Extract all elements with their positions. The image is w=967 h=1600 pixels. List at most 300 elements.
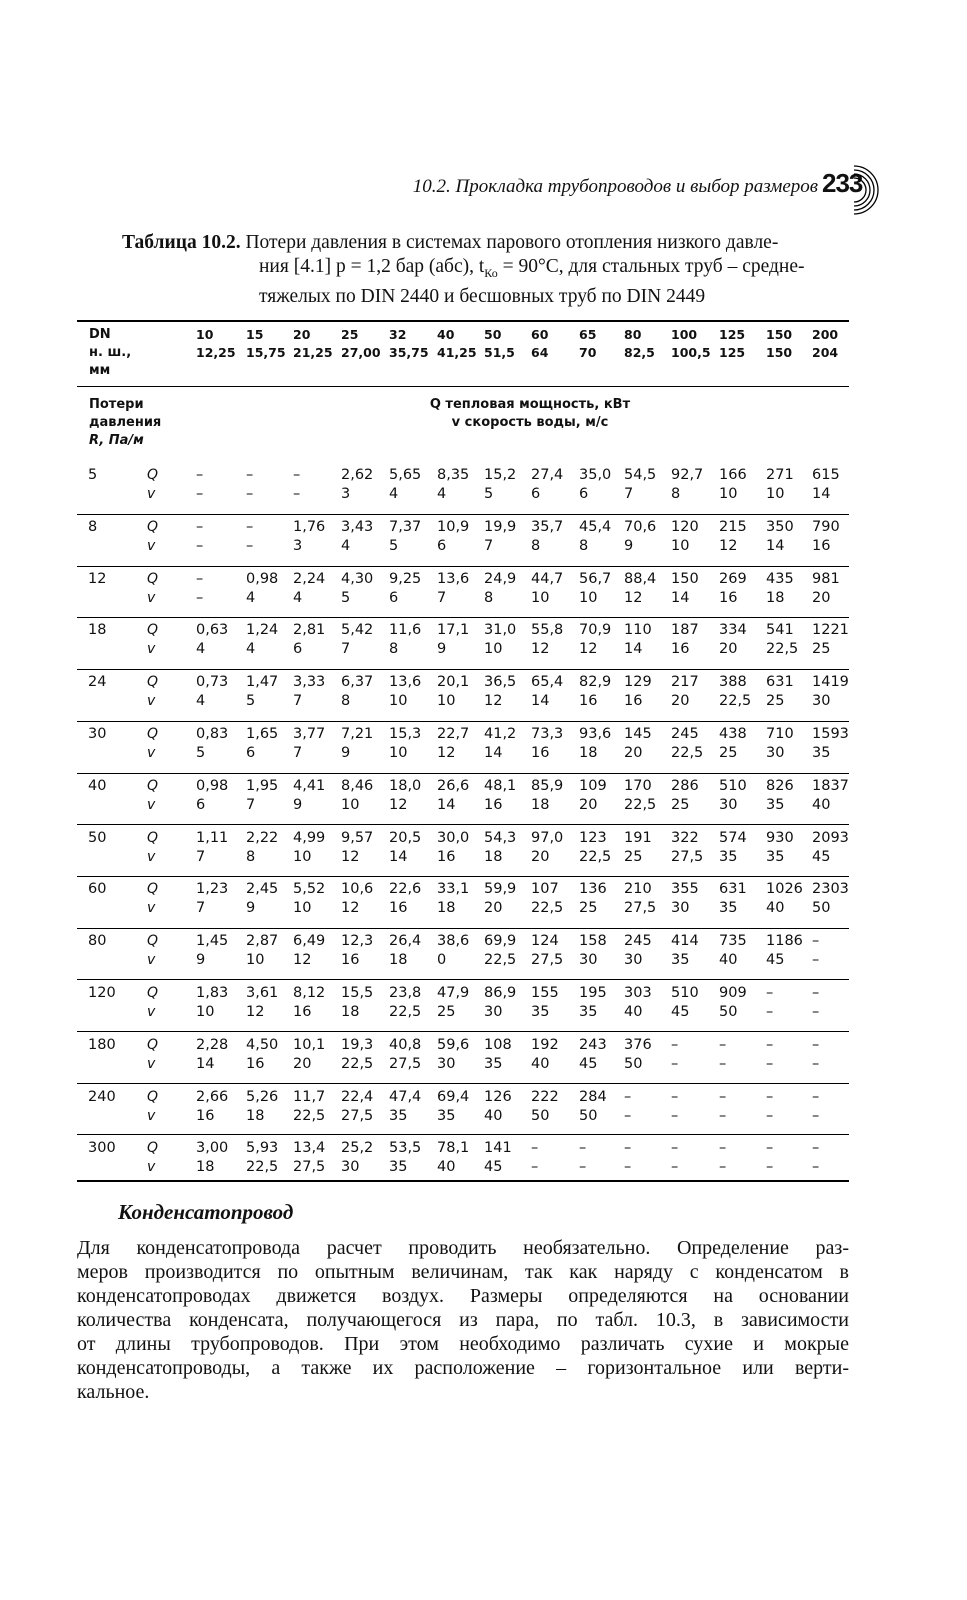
- water-velocity-cell: 20: [484, 900, 503, 917]
- dn-inner: 21,25: [293, 345, 333, 360]
- heat-output-cell: 13,6: [437, 570, 470, 587]
- dn-inner: 51,5: [484, 345, 515, 360]
- heat-output-cell: 271: [766, 467, 794, 483]
- water-velocity-cell: 18: [341, 1004, 360, 1020]
- heat-output-cell: –: [766, 1036, 774, 1053]
- heat-output-cell: 981: [812, 570, 840, 587]
- heat-output-cell: 70,9: [579, 622, 612, 639]
- pressure-loss-value: 40: [88, 777, 107, 794]
- water-velocity-cell: 12: [293, 952, 312, 969]
- pressure-loss-value: 8: [88, 518, 98, 535]
- heat-output-cell: 30,0: [437, 829, 470, 846]
- water-velocity-cell: 40: [437, 1159, 456, 1176]
- heat-output-cell: 217: [671, 674, 699, 691]
- heat-output-cell: 615: [812, 467, 840, 483]
- water-velocity-cell: 12: [389, 796, 408, 813]
- row-separator: [77, 1031, 849, 1032]
- table-caption-label: Таблица 10.2.: [122, 232, 241, 253]
- dn-inner: 150: [766, 345, 793, 360]
- heat-output-cell: 435: [766, 570, 794, 587]
- v-symbol: v: [147, 1107, 156, 1124]
- v-units-label: v скорость воды, м/с: [451, 415, 609, 430]
- heat-output-cell: 2,81: [293, 622, 326, 639]
- heat-output-cell: 1026: [766, 881, 803, 898]
- dn-column-header: [293, 326, 333, 362]
- heat-output-cell: 710: [766, 726, 794, 742]
- heat-output-cell: –: [766, 1140, 774, 1157]
- heat-output-cell: –: [671, 1140, 679, 1157]
- heat-output-cell: 145: [624, 726, 652, 742]
- water-velocity-cell: 3: [293, 537, 303, 554]
- heat-output-cell: 1,47: [246, 674, 279, 691]
- page-number: 233: [822, 168, 863, 198]
- table-row: [77, 830, 849, 882]
- v-symbol: v: [147, 641, 156, 658]
- water-velocity-cell: 35: [531, 1004, 550, 1020]
- water-velocity-cell: 10: [579, 589, 598, 606]
- dn-label-line: мм: [89, 363, 111, 378]
- water-velocity-cell: 50: [719, 1004, 738, 1020]
- heat-output-cell: 350: [766, 518, 794, 535]
- heat-output-cell: –: [196, 467, 204, 483]
- heat-output-cell: 4,41: [293, 777, 326, 794]
- pressure-loss-value: 12: [88, 570, 107, 587]
- heat-output-cell: 20,1: [437, 674, 470, 691]
- water-velocity-cell: 20: [812, 589, 831, 606]
- water-velocity-cell: 9: [293, 796, 303, 813]
- water-velocity-cell: 8: [341, 693, 351, 710]
- paragraph-line: меров производится по опытным величинам, так как наряду с конденсатом в: [77, 1261, 849, 1283]
- water-velocity-cell: 35: [812, 745, 831, 761]
- loss-label-line: давления: [89, 415, 162, 430]
- water-velocity-cell: 27,5: [389, 1055, 422, 1072]
- heat-output-cell: 65,4: [531, 674, 564, 691]
- heat-output-cell: –: [719, 1140, 727, 1157]
- water-velocity-cell: 30: [484, 1004, 503, 1020]
- heat-output-cell: 3,00: [196, 1140, 229, 1157]
- heat-output-cell: 1,65: [246, 726, 279, 742]
- heat-output-cell: 109: [579, 777, 607, 794]
- heat-output-cell: 110: [624, 622, 652, 639]
- heat-output-cell: 22,7: [437, 726, 470, 742]
- heat-output-cell: 215: [719, 518, 747, 535]
- water-velocity-cell: 16: [437, 848, 456, 865]
- heat-output-cell: 574: [719, 829, 747, 846]
- water-velocity-cell: 25: [579, 900, 598, 917]
- table-row: [77, 726, 849, 778]
- table-row: [77, 933, 849, 985]
- heat-output-cell: 510: [719, 777, 747, 794]
- dn-column-header: [766, 326, 806, 362]
- water-velocity-cell: 12: [719, 537, 738, 554]
- heat-output-cell: 2,28: [196, 1036, 229, 1053]
- heat-output-cell: 56,7: [579, 570, 612, 587]
- water-velocity-cell: –: [812, 952, 820, 969]
- water-velocity-cell: 30: [671, 900, 690, 917]
- water-velocity-cell: 22,5: [389, 1004, 422, 1020]
- water-velocity-cell: 14: [389, 848, 408, 865]
- water-velocity-cell: 12: [484, 693, 503, 710]
- water-velocity-cell: 18: [246, 1107, 265, 1124]
- heat-output-cell: 3,43: [341, 518, 374, 535]
- dn-nominal: 10: [196, 327, 214, 342]
- heat-output-cell: 187: [671, 622, 699, 639]
- q-symbol: Q: [147, 829, 159, 846]
- heat-output-cell: 33,1: [437, 881, 470, 898]
- v-symbol: v: [147, 1004, 156, 1020]
- water-velocity-cell: 7: [484, 537, 494, 554]
- heat-output-cell: 55,8: [531, 622, 564, 639]
- water-velocity-cell: 7: [196, 848, 206, 865]
- water-velocity-cell: 45: [579, 1055, 598, 1072]
- water-velocity-cell: 4: [389, 486, 399, 502]
- water-velocity-cell: 7: [341, 641, 351, 658]
- dn-inner: 41,25: [437, 345, 477, 360]
- water-velocity-cell: –: [719, 1055, 727, 1072]
- table-row: [77, 622, 849, 674]
- heat-output-cell: 4,50: [246, 1036, 279, 1053]
- heat-output-cell: 70,6: [624, 518, 657, 535]
- heat-output-cell: 126: [484, 1088, 512, 1105]
- water-velocity-cell: –: [766, 1107, 774, 1124]
- row-separator: [77, 928, 849, 929]
- water-velocity-cell: 10: [437, 693, 456, 710]
- dn-column-header: [579, 326, 619, 362]
- q-symbol: Q: [147, 1088, 159, 1105]
- q-symbol: Q: [147, 518, 159, 535]
- heat-output-cell: 73,3: [531, 726, 564, 742]
- water-velocity-cell: 6: [246, 745, 256, 761]
- heat-output-cell: 123: [579, 829, 607, 846]
- heat-output-cell: 0,98: [246, 570, 279, 587]
- heat-output-cell: –: [812, 933, 820, 950]
- heat-output-cell: 3,33: [293, 674, 326, 691]
- v-symbol: v: [147, 589, 156, 606]
- heat-output-cell: 2,62: [341, 467, 374, 483]
- water-velocity-cell: 4: [246, 641, 256, 658]
- table-caption-line-1: Потери давления в системах парового отопления низкого давле-: [245, 232, 779, 253]
- water-velocity-cell: 16: [246, 1055, 265, 1072]
- water-velocity-cell: 35: [766, 848, 785, 865]
- heat-output-cell: 2,24: [293, 570, 326, 587]
- heat-output-cell: 25,2: [341, 1140, 374, 1157]
- q-symbol: Q: [147, 933, 159, 950]
- water-velocity-cell: 6: [437, 537, 447, 554]
- dn-column-header: [484, 326, 524, 362]
- water-velocity-cell: 40: [812, 796, 831, 813]
- water-velocity-cell: –: [246, 537, 254, 554]
- water-velocity-cell: 7: [246, 796, 256, 813]
- water-velocity-cell: 18: [766, 589, 785, 606]
- heat-output-cell: 20,5: [389, 829, 422, 846]
- water-velocity-cell: 14: [196, 1055, 215, 1072]
- row-separator: [77, 1134, 849, 1135]
- heat-output-cell: 10,9: [437, 518, 470, 535]
- water-velocity-cell: 35: [389, 1159, 408, 1176]
- dn-column-header: [341, 326, 381, 362]
- heat-output-cell: –: [624, 1088, 632, 1105]
- heat-output-cell: –: [671, 1036, 679, 1053]
- water-velocity-cell: 10: [389, 745, 408, 761]
- dn-column-header: [196, 326, 236, 362]
- heat-output-cell: 10,6: [341, 881, 374, 898]
- running-header: 10.2. Прокладка трубопроводов и выбор размеров: [412, 176, 818, 197]
- heat-output-cell: 120: [671, 518, 699, 535]
- water-velocity-cell: 10: [719, 486, 738, 502]
- heat-output-cell: 59,6: [437, 1036, 470, 1053]
- water-velocity-cell: 30: [437, 1055, 456, 1072]
- water-velocity-cell: 16: [719, 589, 738, 606]
- heat-output-cell: 69,4: [437, 1088, 470, 1105]
- heat-output-cell: 88,4: [624, 570, 657, 587]
- water-velocity-cell: 5: [246, 693, 256, 710]
- heat-output-cell: 245: [671, 726, 699, 742]
- caption-line2-end: = 90°C, для стальных труб – средне-: [497, 255, 805, 277]
- heat-output-cell: 7,37: [389, 518, 422, 535]
- heat-output-cell: 2303: [812, 881, 849, 898]
- heat-output-cell: 790: [812, 518, 840, 535]
- heat-output-cell: –: [246, 467, 254, 483]
- heat-output-cell: 22,6: [389, 881, 422, 898]
- water-velocity-cell: 22,5: [579, 848, 612, 865]
- dn-inner: 82,5: [624, 345, 655, 360]
- water-velocity-cell: 20: [719, 641, 738, 658]
- heat-output-cell: 44,7: [531, 570, 564, 587]
- table-row: [77, 1140, 849, 1192]
- heat-output-cell: 54,5: [624, 467, 657, 483]
- water-velocity-cell: 8: [389, 641, 399, 658]
- heat-output-cell: 0,98: [196, 777, 229, 794]
- water-velocity-cell: –: [812, 1159, 820, 1176]
- water-velocity-cell: 22,5: [484, 952, 517, 969]
- dn-inner: 70: [579, 345, 597, 360]
- dn-inner: 204: [812, 345, 839, 360]
- heat-output-cell: 31,0: [484, 622, 517, 639]
- heat-output-cell: 1,76: [293, 518, 326, 535]
- row-separator: [77, 721, 849, 722]
- water-velocity-cell: –: [579, 1159, 587, 1176]
- heat-output-cell: 1186: [766, 933, 803, 950]
- water-velocity-cell: –: [624, 1107, 632, 1124]
- heat-output-cell: 10,1: [293, 1036, 326, 1053]
- water-velocity-cell: 9: [196, 952, 206, 969]
- heat-output-cell: 243: [579, 1036, 607, 1053]
- water-velocity-cell: 50: [531, 1107, 550, 1124]
- heat-output-cell: 27,4: [531, 467, 564, 483]
- heat-output-cell: 6,37: [341, 674, 374, 691]
- pressure-loss-value: 5: [88, 467, 98, 483]
- heat-output-cell: 334: [719, 622, 747, 639]
- heat-output-cell: 5,26: [246, 1088, 279, 1105]
- q-symbol: Q: [147, 726, 159, 742]
- heat-output-cell: 150: [671, 570, 699, 587]
- table-row: [77, 519, 849, 571]
- pressure-loss-value: 180: [88, 1036, 116, 1053]
- dn-nominal: 100: [671, 327, 698, 342]
- heat-output-cell: 5,42: [341, 622, 374, 639]
- row-separator: [77, 773, 849, 774]
- heat-output-cell: 355: [671, 881, 699, 898]
- water-velocity-cell: –: [812, 1107, 820, 1124]
- water-velocity-cell: –: [671, 1055, 679, 1072]
- body-paragraph: [77, 1236, 849, 1404]
- table-row: [77, 571, 849, 623]
- heat-output-cell: 826: [766, 777, 794, 794]
- water-velocity-cell: 4: [293, 589, 303, 606]
- water-velocity-cell: 10: [671, 537, 690, 554]
- loss-label: [89, 396, 161, 450]
- heat-output-cell: 510: [671, 985, 699, 1001]
- paragraph-line: от длины трубопроводов. При этом необходимо различать сухие и мокрые: [77, 1333, 849, 1355]
- pressure-loss-value: 240: [88, 1088, 116, 1105]
- page-corner-ornament-icon: [852, 160, 882, 220]
- heat-output-cell: 41,2: [484, 726, 517, 742]
- water-velocity-cell: 10: [531, 589, 550, 606]
- v-symbol: v: [147, 1159, 156, 1176]
- water-velocity-cell: 18: [196, 1159, 215, 1176]
- water-velocity-cell: 8: [671, 486, 681, 502]
- dn-inner: 15,75: [246, 345, 286, 360]
- water-velocity-cell: 22,5: [766, 641, 799, 658]
- water-velocity-cell: 35: [766, 796, 785, 813]
- water-velocity-cell: 22,5: [671, 745, 704, 761]
- dn-nominal: 25: [341, 327, 359, 342]
- row-separator: [77, 617, 849, 618]
- pressure-loss-value: 24: [88, 674, 107, 691]
- water-velocity-cell: 5: [341, 589, 351, 606]
- v-symbol: v: [147, 796, 156, 813]
- heat-output-cell: 438: [719, 726, 747, 742]
- heat-output-cell: 1221: [812, 622, 849, 639]
- water-velocity-cell: 20: [579, 796, 598, 813]
- dn-column-header: [624, 326, 664, 362]
- heat-output-cell: 19,3: [341, 1036, 374, 1053]
- heat-output-cell: 53,5: [389, 1140, 422, 1157]
- heat-output-cell: 47,9: [437, 985, 470, 1001]
- water-velocity-cell: 20: [624, 745, 643, 761]
- heat-output-cell: 376: [624, 1036, 652, 1053]
- water-velocity-cell: 4: [246, 589, 256, 606]
- heat-output-cell: 1837: [812, 777, 849, 794]
- heat-output-cell: 284: [579, 1088, 607, 1105]
- dn-column-header: [437, 326, 477, 362]
- heat-output-cell: 192: [531, 1036, 559, 1053]
- dn-label: [89, 326, 131, 380]
- v-symbol: v: [147, 848, 156, 865]
- water-velocity-cell: –: [196, 486, 204, 502]
- dn-label-line: н. ш.,: [89, 345, 132, 360]
- q-symbol: Q: [147, 881, 159, 898]
- heat-output-cell: 86,9: [484, 985, 517, 1001]
- water-velocity-cell: 20: [293, 1055, 312, 1072]
- heat-output-cell: 191: [624, 829, 652, 846]
- water-velocity-cell: 6: [293, 641, 303, 658]
- water-velocity-cell: 12: [437, 745, 456, 761]
- water-velocity-cell: –: [719, 1159, 727, 1176]
- row-separator: [77, 876, 849, 877]
- water-velocity-cell: 25: [437, 1004, 456, 1020]
- water-velocity-cell: –: [624, 1159, 632, 1176]
- v-symbol: v: [147, 900, 156, 917]
- heat-output-cell: 1,83: [196, 985, 229, 1001]
- heat-output-cell: 158: [579, 933, 607, 950]
- water-velocity-cell: 12: [624, 589, 643, 606]
- water-velocity-cell: 16: [389, 900, 408, 917]
- water-velocity-cell: 10: [341, 796, 360, 813]
- heat-output-cell: 9,57: [341, 829, 374, 846]
- water-velocity-cell: 35: [389, 1107, 408, 1124]
- paragraph-line: количества конденсата, получающегося из пара, по табл. 10.3, в зависимости: [77, 1309, 849, 1331]
- water-velocity-cell: –: [766, 1159, 774, 1176]
- heat-output-cell: 5,52: [293, 881, 326, 898]
- water-velocity-cell: 35: [579, 1004, 598, 1020]
- dn-inner: 35,75: [389, 345, 429, 360]
- table-caption: [122, 231, 847, 308]
- water-velocity-cell: –: [812, 1004, 820, 1020]
- dn-column-header: [531, 326, 571, 362]
- heat-output-cell: 108: [484, 1036, 512, 1053]
- heat-output-cell: 22,4: [341, 1088, 374, 1105]
- water-velocity-cell: 45: [671, 1004, 690, 1020]
- heat-output-cell: 7,21: [341, 726, 374, 742]
- water-velocity-cell: –: [531, 1159, 539, 1176]
- table-row: [77, 778, 849, 830]
- water-velocity-cell: 45: [766, 952, 785, 969]
- dn-inner: 125: [719, 345, 746, 360]
- heat-output-cell: 13,6: [389, 674, 422, 691]
- heat-output-cell: 12,3: [341, 933, 374, 950]
- pressure-loss-value: 30: [88, 726, 107, 742]
- water-velocity-cell: 12: [246, 1004, 265, 1020]
- heat-output-cell: 5,65: [389, 467, 422, 483]
- dn-nominal: 15: [246, 327, 264, 342]
- dn-nominal: 125: [719, 327, 746, 342]
- water-velocity-cell: 4: [341, 537, 351, 554]
- heat-output-cell: 26,4: [389, 933, 422, 950]
- heat-output-cell: 0,73: [196, 674, 229, 691]
- heat-output-cell: 141: [484, 1140, 512, 1157]
- heat-output-cell: 17,1: [437, 622, 470, 639]
- heat-output-cell: 170: [624, 777, 652, 794]
- water-velocity-cell: 16: [531, 745, 550, 761]
- water-velocity-cell: 5: [484, 486, 494, 502]
- q-symbol: Q: [147, 1036, 159, 1053]
- dn-inner: 64: [531, 345, 549, 360]
- heat-output-cell: –: [812, 985, 820, 1001]
- water-velocity-cell: 10: [389, 693, 408, 710]
- water-velocity-cell: –: [196, 589, 204, 606]
- water-velocity-cell: 6: [196, 796, 206, 813]
- water-velocity-cell: 14: [766, 537, 785, 554]
- heat-output-cell: 11,7: [293, 1088, 326, 1105]
- heat-output-cell: 1419: [812, 674, 849, 691]
- water-velocity-cell: 3: [341, 486, 351, 502]
- water-velocity-cell: –: [812, 1055, 820, 1072]
- dn-nominal: 40: [437, 327, 455, 342]
- water-velocity-cell: 14: [671, 589, 690, 606]
- heat-output-cell: 1593: [812, 726, 849, 742]
- table-top-rule: [77, 320, 849, 322]
- water-velocity-cell: 45: [484, 1159, 503, 1176]
- heat-output-cell: –: [812, 1140, 820, 1157]
- water-velocity-cell: 35: [671, 952, 690, 969]
- heat-output-cell: 69,9: [484, 933, 517, 950]
- water-velocity-cell: –: [719, 1107, 727, 1124]
- units-label: [330, 396, 730, 432]
- heat-output-cell: 124: [531, 933, 559, 950]
- water-velocity-cell: 22,5: [293, 1107, 326, 1124]
- water-velocity-cell: 10: [766, 486, 785, 502]
